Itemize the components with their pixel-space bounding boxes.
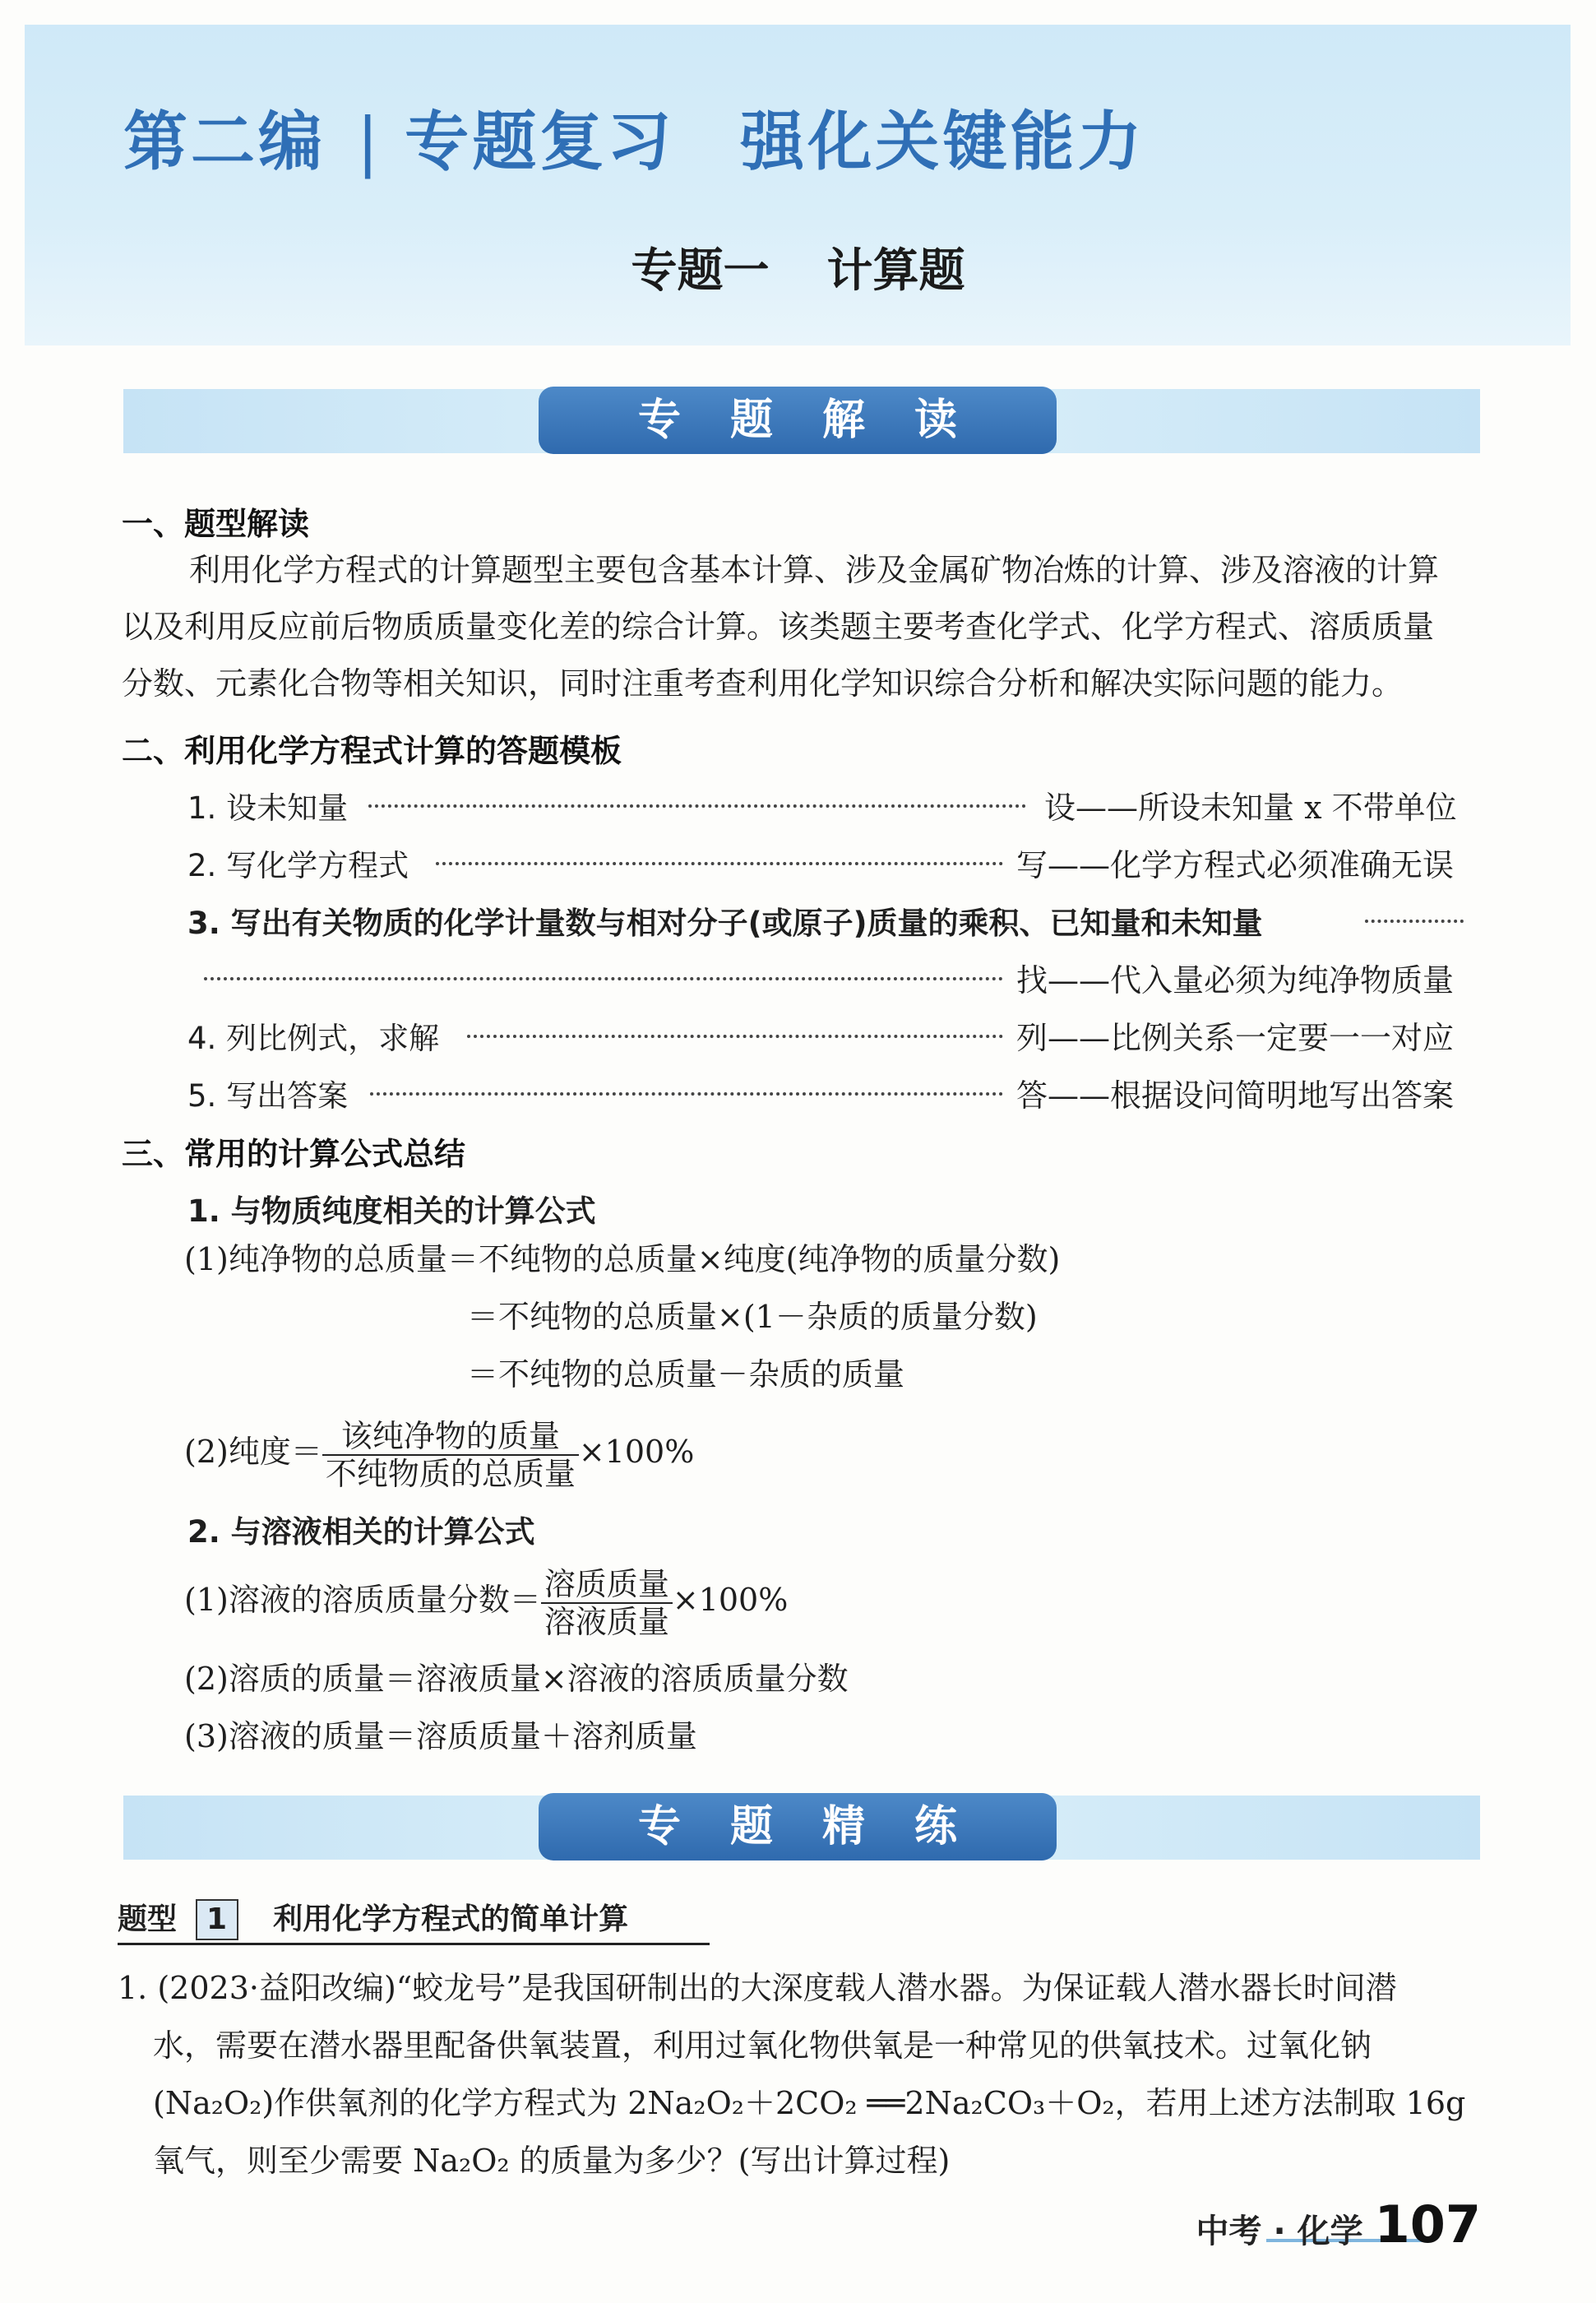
formula-line: ＝不纯物的总质量×(1－杂质的质量分数) — [467, 1299, 1038, 1335]
section-heading: 一、题型解读 — [122, 506, 310, 542]
page-footer — [1196, 2194, 1481, 2254]
leader-dots — [204, 977, 1003, 980]
subsection-heading: 2. 与溶液相关的计算公式 — [187, 1514, 535, 1550]
question-line: 1. (2023·益阳改编)“蛟龙号”是我国研制出的大深度载人潜水器。为保证载人潜水器长时间潜 — [118, 1970, 1397, 2006]
purity-formula: (2)纯度＝ $\frac{\text{该纯净物的质量}}{\text{不纯物质的总质量}}$ ×100% — [184, 1417, 695, 1492]
mass-fraction-fraction: $\frac{\text{溶质质量}}{\text{溶液质量}}$ — [541, 1566, 673, 1640]
chapter-name: 计算题 — [826, 243, 965, 298]
formula-line: (2)溶质的质量＝溶液质量×溶液的溶质质量分数 — [184, 1661, 849, 1697]
step-label: 4. 列比例式，求解 — [187, 1021, 440, 1056]
step-label: 3. 写出有关物质的化学计量数与相对分子(或原子)质量的乘积、已知量和未知量 — [187, 906, 1263, 941]
step-label: 2. 写化学方程式 — [187, 848, 409, 883]
formula-line: (1)纯净物的总质量＝不纯物的总质量×纯度(纯净物的质量分数) — [184, 1241, 1061, 1277]
question-line: (Na₂O₂)作供氧剂的化学方程式为 2Na₂O₂＋2CO₂ ══2Na₂CO₃＋O₂，若用上述方法制取 16g — [153, 2085, 1466, 2121]
section-heading: 二、利用化学方程式计算的答题模板 — [122, 733, 622, 769]
purity-fraction: $\frac{\text{该纯净物的质量}}{\text{不纯物质的总质量}}$ — [322, 1418, 579, 1492]
paragraph-line: 分数、元素化合物等相关知识，同时注重考查利用化学知识综合分析和解决实际问题的能力。 — [122, 665, 1404, 702]
leader-dots — [368, 804, 1026, 808]
section-heading: 三、常用的计算公式总结 — [122, 1136, 466, 1172]
leader-dots — [436, 862, 1003, 865]
page-number: 107 — [1374, 2194, 1481, 2254]
footer-label: 中考 · 化学 — [1196, 2213, 1363, 2250]
formula-line: (3)溶液的质量＝溶质质量＋溶剂质量 — [184, 1718, 697, 1754]
chapter-title — [0, 234, 1596, 300]
formula-line: ＝不纯物的总质量－杂质的质量 — [467, 1356, 905, 1392]
subsection-heading: 1. 与物质纯度相关的计算公式 — [187, 1193, 596, 1229]
step-note: 写——化学方程式必须准确无误 — [1016, 847, 1455, 883]
question-type-header: 题型 1 利用化学方程式的简单计算 — [118, 1896, 628, 1940]
leader-dots — [1365, 920, 1464, 923]
question-line: 水，需要在潜水器里配备供氧装置，利用过氧化物供氧是一种常见的供氧技术。过氧化钠 — [153, 2027, 1372, 2064]
paragraph-line: 以及利用反应前后物质质量变化差的综合计算。该类题主要考查化学式、化学方程式、溶质质量 — [122, 609, 1435, 645]
section-banner-practice: 专题精练 — [539, 1793, 1057, 1860]
step-note: 列——比例关系一定要一一对应 — [1016, 1020, 1455, 1056]
step-label: 5. 写出答案 — [187, 1078, 349, 1114]
part-title: 第二编 | 专题复习 强化关键能力 — [123, 105, 1145, 179]
divider — [118, 1943, 710, 1945]
mass-fraction-formula: (1)溶液的溶质质量分数＝ $\frac{\text{溶质质量}}{\text{溶液质量}}$ ×100% — [184, 1565, 789, 1640]
question-type-number: 1 — [196, 1899, 238, 1940]
question-line: 氧气，则至少需要 Na₂O₂ 的质量为多少？(写出计算过程) — [153, 2143, 951, 2179]
step-note: 找——代入量必须为纯净物质量 — [1016, 962, 1455, 999]
leader-dots — [467, 1035, 1003, 1038]
paragraph-line: 利用化学方程式的计算题型主要包含基本计算、涉及金属矿物冶炼的计算、涉及溶液的计算 — [189, 552, 1440, 588]
section-banner-interpretation: 专题解读 — [539, 387, 1057, 454]
leader-dots — [370, 1092, 1003, 1096]
step-note: 答——根据设问简明地写出答案 — [1016, 1077, 1455, 1114]
step-note: 设——所设未知量 x 不带单位 — [1044, 790, 1457, 826]
chapter-number: 专题一 — [631, 243, 770, 298]
step-label: 1. 设未知量 — [187, 790, 349, 826]
